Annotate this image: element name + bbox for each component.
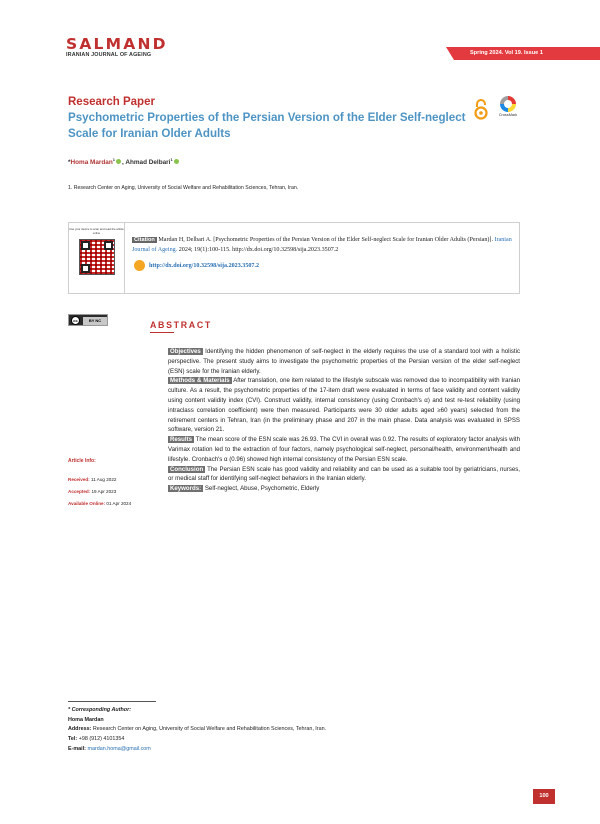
open-access-icon[interactable] — [473, 98, 489, 120]
abstract-keywords — [168, 484, 520, 494]
citation-details: 2024; 19(1):100-115. http://dx.doi.org/10.32598/sija.2023.3507.2 — [178, 246, 339, 253]
qr-caption: Use your device to scan and read the article online — [69, 227, 124, 235]
abstract-results — [168, 435, 520, 464]
doi-url[interactable]: http://dx.doi.org/10.32598/sija.2023.3507.2 — [149, 262, 260, 269]
objectives-label: Objectives — [170, 348, 201, 355]
abstract-conclusion — [168, 465, 520, 485]
conclusion-label: Conclusion — [170, 465, 204, 473]
cc-license-badge[interactable] — [68, 314, 108, 326]
author-name-2[interactable]: Ahmad Delbari — [125, 159, 171, 167]
page-number: 100 — [533, 789, 555, 804]
address-value: Research Center on Aging, University of Social Welfare and Rehabilitation Sciences, Tehran, Iran. — [92, 726, 327, 733]
accepted-label: Accepted: — [68, 488, 91, 494]
accepted-date: 19 Apr 2023 — [91, 488, 117, 494]
citation-box — [68, 222, 520, 294]
methods-text: After translation, one item related to the lifestyle subscale was removed due to incompatibility with Iranian culture. As a result, the psychometric properties of the 17-item draft were evaluated in terms of face validity and content validity using content validity index (CVI). Construct validity, internal consistency (using Cronbach's α) and test re-test reliability (using intraclass correlation coefficient) were then measured. Participants were 30 older adults aged ≥60 years) selected from the retirement centers in Tehran, Iran (in the preliminary phase and 207 in the main phase. Data analysis was evaluated in SPSS software, version 21. — [168, 377, 521, 434]
journal-brand: SALMAND — [66, 35, 168, 53]
citation-label: Citation — [134, 237, 155, 243]
footnote-divider — [68, 701, 156, 702]
email-label: E-mail: — [68, 745, 86, 752]
objectives-text: Identifying the hidden phenomenon of self-neglect in the elderly requires the use of a standard tool with a holistic perspective. The present study aims to investigate the psychometric properties of the Persian version of the elder self-neglect (ESN) scale for the Iranian elderly. — [168, 348, 520, 375]
methods-label: Methods & Materials — [170, 377, 230, 385]
orcid-icon[interactable] — [174, 159, 179, 164]
article-title: Psychometric Properties of the Persian Version of the Elder Self-neglect Scale for Iranian Older Adults — [68, 111, 466, 140]
results-label: Results — [170, 436, 193, 444]
abstract-heading: ABSTRACT — [150, 320, 212, 330]
tel-label: Tel: — [68, 736, 78, 743]
email-link[interactable]: mardan.homa@gmail.com — [87, 745, 151, 752]
orcid-icon[interactable] — [116, 159, 121, 164]
crossmark-label: CrossMark — [498, 113, 518, 117]
abstract-methods — [168, 376, 520, 435]
citation-text — [132, 236, 512, 256]
author-name-1[interactable]: Homa Mardan — [70, 159, 113, 167]
journal-subtitle: IRANIAN JOURNAL OF AGEING — [66, 52, 152, 58]
doi-link[interactable] — [134, 260, 259, 271]
corr-name: Homa Mardan — [68, 716, 104, 723]
abstract-body — [168, 347, 520, 494]
article-type-label: Research Paper — [68, 96, 155, 108]
crossmark-icon — [500, 96, 516, 112]
corr-email-row — [68, 745, 326, 755]
received-date: 11 Aug 2022 — [91, 477, 117, 482]
citation-body: Mardan H, Delbari A. [Psychometric Properties of the Persian Version of the Elder Self-neglect Scale for Iranian Older Adults (Persian)]. — [158, 237, 493, 243]
article-info-heading: Article Info: — [68, 458, 96, 464]
qr-code-icon[interactable] — [79, 239, 115, 275]
citation-journal-link[interactable]: Iranian Journal of Ageing. — [132, 237, 512, 253]
address-label: Address: — [68, 726, 92, 733]
keywords-text: Self-neglect, Abuse, Psychometric, Elderly — [204, 485, 320, 493]
accepted-row — [68, 486, 131, 498]
tel-value: +98 (912) 4101354 — [78, 736, 125, 743]
author-list — [68, 157, 180, 166]
affiliation: 1. Research Center on Aging, University of Social Welfare and Rehabilitation Sciences, Tehran, Iran. — [68, 185, 299, 191]
available-row — [68, 498, 131, 510]
conclusion-text: The Persian ESN scale has good validity and reliability and can be used as a suitable tool by geriatricians, nurses, or medical staff for identifying self-neglect behaviors in the Iranian elderly. — [168, 465, 520, 483]
abstract-divider — [150, 332, 174, 333]
cc-icon: cc — [71, 316, 80, 325]
corr-address-row — [68, 725, 326, 735]
doi-icon — [134, 260, 145, 271]
corresponding-author — [68, 706, 326, 755]
available-date: 01 Apr 2024 — [106, 500, 132, 506]
available-label: Available Online: — [68, 500, 106, 506]
results-text: The mean score of the ESN scale was 26.93. The CVI in overall was 0.92. The results of exploratory factor analysis with Varimax rotation led to the extraction of four factors, namely psychological self-neglect, personal/health, environment/health and lifestyle. Cronbach's α (0.96) showed high internal consistency of the Persian ESN scale. — [168, 436, 520, 463]
keywords-label: Keywords: — [170, 485, 202, 493]
author-separator: , — [122, 159, 126, 167]
cc-by-nc-label: BY NC — [83, 317, 107, 325]
received-label: Received: — [68, 477, 90, 482]
journal-logo — [66, 36, 168, 58]
crossmark-badge[interactable] — [496, 96, 520, 126]
qr-panel — [68, 222, 125, 294]
article-dates — [68, 474, 131, 509]
author-prefix: * — [68, 159, 71, 167]
corr-heading: * Corresponding Author: — [68, 707, 131, 713]
corr-tel-row — [68, 735, 326, 745]
author-affil-1: 1 — [112, 157, 115, 162]
received-row — [68, 474, 131, 486]
author-affil-2: 1 — [170, 157, 173, 162]
abstract-objectives — [168, 347, 520, 376]
issue-banner: Spring 2024. Vol 19. Issue 1 — [454, 47, 600, 60]
